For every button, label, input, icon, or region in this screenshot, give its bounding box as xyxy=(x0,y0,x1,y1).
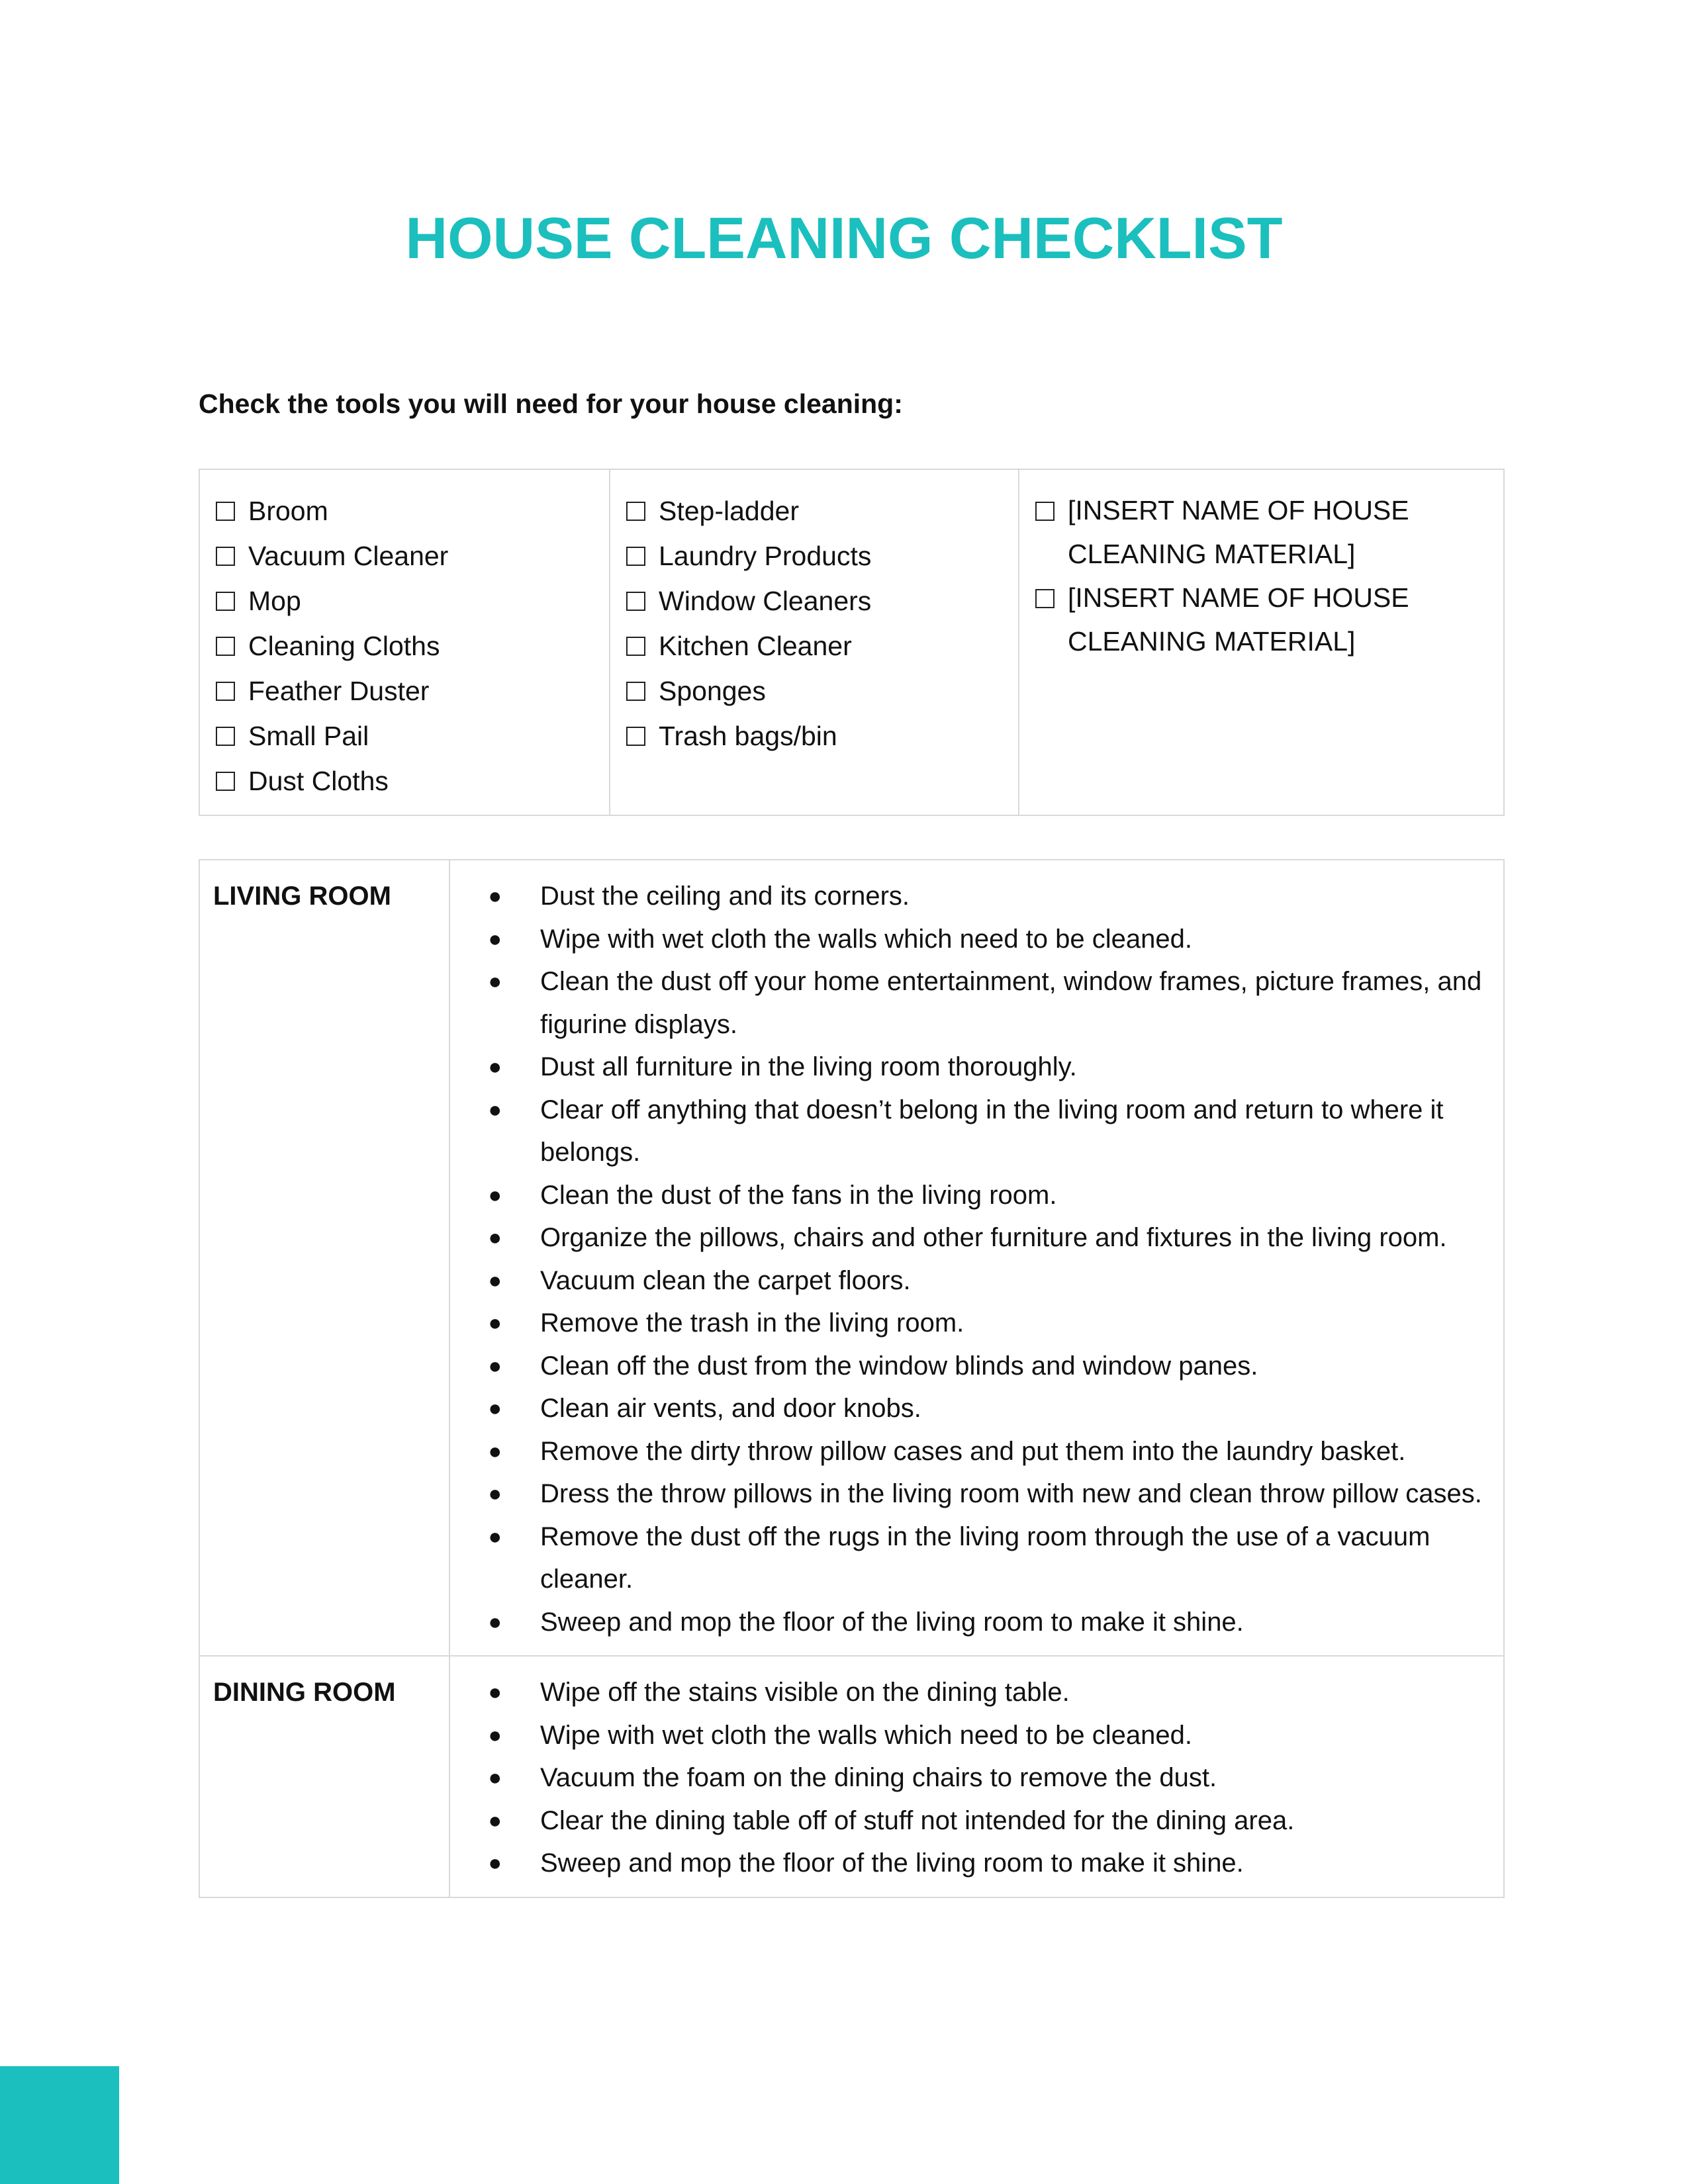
list-item xyxy=(450,1756,1490,1799)
bullet-icon: ● xyxy=(488,1310,502,1336)
checkbox-icon[interactable] xyxy=(626,727,645,746)
checkbox-icon[interactable] xyxy=(216,592,235,611)
tool-item[interactable] xyxy=(626,623,1005,668)
list-item xyxy=(450,960,1490,1046)
list-item xyxy=(450,1516,1490,1601)
list-item xyxy=(450,1387,1490,1430)
list-item xyxy=(450,1046,1490,1089)
list-item xyxy=(450,1174,1490,1217)
list-item xyxy=(450,1799,1490,1843)
bullet-icon: ● xyxy=(488,1438,502,1464)
bullet-icon: ● xyxy=(488,1396,502,1421)
tool-item[interactable] xyxy=(626,578,1005,623)
task-text: Wipe off the stains visible on the dining table. xyxy=(540,1678,1070,1707)
bullet-icon: ● xyxy=(488,1097,502,1122)
tool-label: Small Pail xyxy=(248,721,369,751)
tool-item[interactable] xyxy=(626,668,1005,713)
tool-item[interactable] xyxy=(216,623,596,668)
task-text: Clean the dust off your home entertainment, window frames, picture frames, and figurine displays. xyxy=(540,967,1482,1039)
task-list xyxy=(450,1657,1503,1897)
tool-item[interactable] xyxy=(216,578,596,623)
task-text: Wipe with wet cloth the walls which need to be cleaned. xyxy=(540,924,1192,954)
task-text: Vacuum clean the carpet floors. xyxy=(540,1265,911,1295)
rooms-table xyxy=(199,859,1505,1898)
tool-label: [INSERT NAME OF HOUSE CLEANING MATERIAL] xyxy=(1068,582,1409,657)
tools-intro: Check the tools you will need for your house cleaning: xyxy=(199,388,903,419)
tools-table xyxy=(199,469,1505,816)
task-text: Vacuum the foam on the dining chairs to remove the dust. xyxy=(540,1763,1217,1792)
checkbox-icon[interactable] xyxy=(216,502,235,521)
task-text: Clean the dust of the fans in the living room. xyxy=(540,1180,1057,1210)
room-name: LIVING ROOM xyxy=(200,860,450,1655)
tools-column-3 xyxy=(1019,470,1503,815)
room-name: DINING ROOM xyxy=(200,1657,450,1897)
bullet-icon: ● xyxy=(488,884,502,909)
tool-item[interactable] xyxy=(1035,488,1490,576)
footer-accent-block xyxy=(0,2066,119,2184)
task-text: Clear off anything that doesn’t belong in the living room and return to where it belongs. xyxy=(540,1095,1444,1167)
checkbox-icon[interactable] xyxy=(216,637,235,656)
list-item xyxy=(450,1430,1490,1473)
task-text: Remove the dirty throw pillow cases and put them into the laundry basket. xyxy=(540,1436,1406,1466)
tool-item[interactable] xyxy=(216,758,596,803)
bullet-icon: ● xyxy=(488,1722,502,1748)
bullet-icon: ● xyxy=(488,1481,502,1506)
checkbox-icon[interactable] xyxy=(1035,589,1055,608)
tool-label: Window Cleaners xyxy=(659,586,872,616)
list-item xyxy=(450,1259,1490,1302)
list-item xyxy=(450,875,1490,918)
bullet-icon: ● xyxy=(488,1680,502,1705)
list-item xyxy=(450,1345,1490,1388)
bullet-icon: ● xyxy=(488,969,502,994)
task-text: Clear the dining table off of stuff not intended for the dining area. xyxy=(540,1805,1295,1835)
tool-label: Trash bags/bin xyxy=(659,721,837,751)
task-text: Dress the throw pillows in the living room with new and clean throw pillow cases. xyxy=(540,1479,1482,1508)
tool-item[interactable] xyxy=(216,668,596,713)
tool-label: Laundry Products xyxy=(659,541,872,571)
bullet-icon: ● xyxy=(488,1267,502,1293)
list-item xyxy=(450,1714,1490,1757)
page-title: HOUSE CLEANING CHECKLIST xyxy=(405,205,1283,271)
task-text: Clean off the dust from the window blinds and window panes. xyxy=(540,1351,1258,1381)
checkbox-icon[interactable] xyxy=(626,682,645,701)
bullet-icon: ● xyxy=(488,1524,502,1549)
tool-label: Mop xyxy=(248,586,301,616)
tool-label: Sponges xyxy=(659,676,766,706)
bullet-icon: ● xyxy=(488,1609,502,1635)
tool-label: Vacuum Cleaner xyxy=(248,541,449,571)
tool-item[interactable] xyxy=(626,713,1005,758)
tools-column-1 xyxy=(200,470,610,815)
tool-item[interactable] xyxy=(216,488,596,533)
list-item xyxy=(450,1473,1490,1516)
task-text: Remove the trash in the living room. xyxy=(540,1308,964,1338)
task-list xyxy=(450,860,1503,1655)
checkbox-icon[interactable] xyxy=(626,502,645,521)
bullet-icon: ● xyxy=(488,1807,502,1833)
bullet-icon: ● xyxy=(488,1182,502,1208)
tools-column-2 xyxy=(610,470,1019,815)
bullet-icon: ● xyxy=(488,1353,502,1379)
task-text: Sweep and mop the floor of the living room to make it shine. xyxy=(540,1848,1244,1878)
tool-label: Feather Duster xyxy=(248,676,430,706)
list-item xyxy=(450,1302,1490,1345)
bullet-icon: ● xyxy=(488,1225,502,1250)
room-row-living-room xyxy=(200,860,1503,1657)
checkbox-icon[interactable] xyxy=(626,547,645,566)
bullet-icon: ● xyxy=(488,1054,502,1079)
list-item xyxy=(450,1601,1490,1644)
checkbox-icon[interactable] xyxy=(216,547,235,566)
task-text: Sweep and mop the floor of the living room to make it shine. xyxy=(540,1607,1244,1637)
tool-label: Kitchen Cleaner xyxy=(659,631,852,661)
list-item xyxy=(450,1842,1490,1885)
tool-label: Cleaning Cloths xyxy=(248,631,440,661)
list-item xyxy=(450,1089,1490,1174)
task-text: Organize the pillows, chairs and other furniture and fixtures in the living room. xyxy=(540,1223,1447,1252)
bullet-icon: ● xyxy=(488,1850,502,1876)
task-text: Wipe with wet cloth the walls which need to be cleaned. xyxy=(540,1720,1192,1750)
tool-label: [INSERT NAME OF HOUSE CLEANING MATERIAL] xyxy=(1068,495,1409,569)
checkbox-icon[interactable] xyxy=(626,592,645,611)
tool-item[interactable] xyxy=(216,713,596,758)
task-text: Remove the dust off the rugs in the living room through the use of a vacuum cleaner. xyxy=(540,1522,1430,1594)
room-row-dining-room xyxy=(200,1657,1503,1897)
tool-label: Dust Cloths xyxy=(248,766,389,796)
task-text: Clean air vents, and door knobs. xyxy=(540,1394,921,1423)
checkbox-icon[interactable] xyxy=(216,772,235,791)
list-item xyxy=(450,918,1490,961)
tool-item[interactable] xyxy=(216,533,596,578)
checkbox-icon[interactable] xyxy=(216,727,235,746)
list-item xyxy=(450,1216,1490,1259)
bullet-icon: ● xyxy=(488,1765,502,1790)
tool-label: Broom xyxy=(248,496,328,526)
checkbox-icon[interactable] xyxy=(216,682,235,701)
tool-item[interactable] xyxy=(1035,576,1490,663)
task-text: Dust all furniture in the living room thoroughly. xyxy=(540,1052,1077,1081)
list-item xyxy=(450,1671,1490,1714)
task-text: Dust the ceiling and its corners. xyxy=(540,882,910,911)
tool-label: Step-ladder xyxy=(659,496,799,526)
checkbox-icon[interactable] xyxy=(626,637,645,656)
checkbox-icon[interactable] xyxy=(1035,502,1055,521)
bullet-icon: ● xyxy=(488,926,502,952)
tool-item[interactable] xyxy=(626,533,1005,578)
tool-item[interactable] xyxy=(626,488,1005,533)
